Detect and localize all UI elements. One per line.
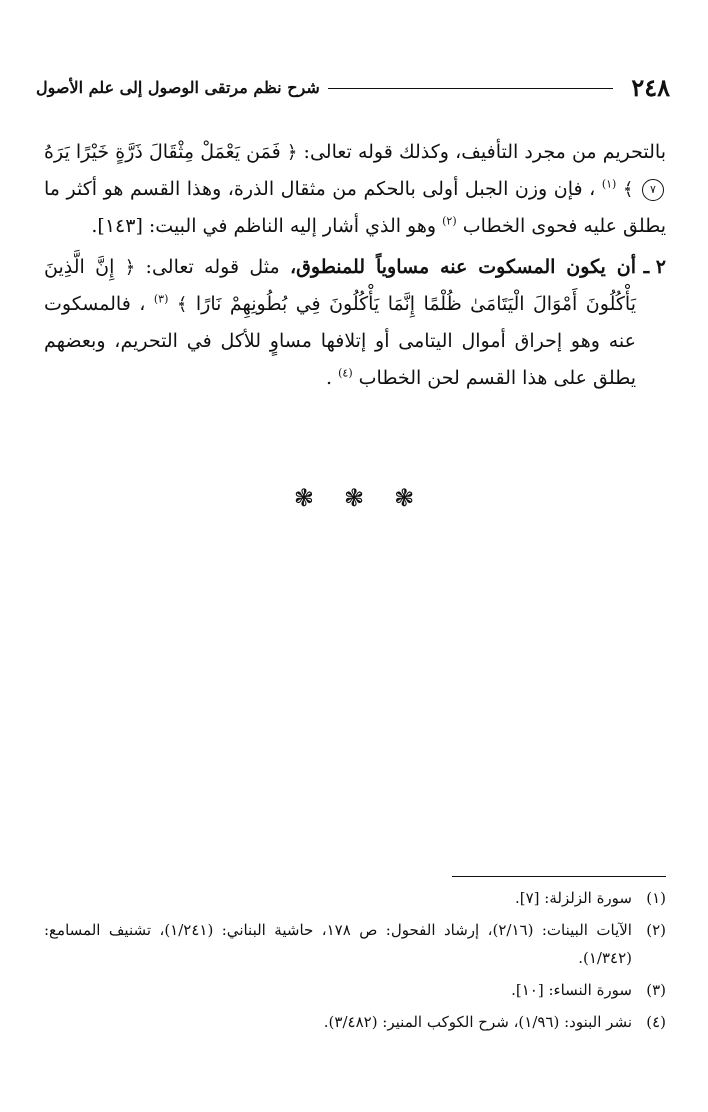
quran-brace-open-2: ﴿	[124, 257, 136, 278]
footnote-text: سورة الزلزلة: [٧].	[514, 889, 632, 907]
footnote-text: الآيات البينات: (٢/١٦)، إرشاد الفحول: ص ١٧٨، حاشية البناني: (١/٢٤١)، تشنيف المسامع: (١/٣٤٢).	[44, 921, 632, 967]
footnote-4	[44, 1008, 666, 1036]
list-item-intro: مثل قوله تعالى:	[135, 256, 280, 278]
quran-brace-open: ﴿	[286, 142, 298, 163]
footnote-2	[44, 916, 666, 972]
paragraph-1-intro: بالتحريم من مجرد التأفيف، وكذلك قوله تعالى:	[297, 141, 667, 163]
paragraph-1	[44, 134, 666, 245]
list-item-end: .	[326, 367, 333, 389]
list-item-2	[44, 249, 666, 397]
page-number: ٢٤٨	[631, 72, 670, 102]
list-item-body: ، فالمسكوت عنه وهو إحراق أموال اليتامى أو إتلافها مساوٍ للأكل في التحريم، وبعضهم يطلق على هذا القسم لحن الخطاب	[44, 293, 636, 389]
footnote-text: نشر البنود: (١/٩٦)، شرح الكوكب المنير: (٣/٤٨٢).	[323, 1013, 632, 1031]
section-divider	[0, 484, 708, 512]
verse-number-mark: ٧	[642, 179, 664, 201]
flower-ornament-icon: ❃	[394, 484, 415, 512]
footnote-number: (٢)	[646, 921, 666, 939]
footnote-ref-4[interactable]: (٤)	[338, 366, 353, 380]
footnote-3	[44, 976, 666, 1004]
quran-brace-close-2: ﴾	[176, 294, 188, 315]
footnote-1	[44, 884, 666, 912]
paragraph-1-text-end: وهو الذي أشار إليه الناظم في البيت: [١٤٣].	[91, 215, 437, 237]
footnote-text: سورة النساء: [١٠].	[511, 981, 632, 999]
footnote-ref-2[interactable]: (٢)	[442, 214, 457, 228]
flower-ornament-icon: ❃	[343, 484, 365, 512]
list-item-heading: أن يكون المسكوت عنه مساوياً للمنطوق،	[290, 256, 636, 278]
running-title: شرح نظم مرتقى الوصول إلى علم الأصول	[36, 77, 320, 97]
footnote-ref-3[interactable]: (٣)	[153, 292, 169, 306]
list-item-text	[44, 249, 636, 397]
quran-verse-2: إِنَّ الَّذِينَ يَأْكُلُونَ أَمْوَالَ الْيَتَامَىٰ ظُلْمًا إِنَّمَا يَأْكُلُونَ فِي بُطُونِهِمْ نَارًا	[44, 256, 636, 315]
footnote-number: (٣)	[646, 981, 666, 999]
footnote-separator	[452, 876, 666, 877]
footnote-number: (١)	[646, 889, 666, 907]
footnote-ref-1[interactable]: (١)	[601, 177, 617, 191]
page-header	[36, 70, 670, 104]
paragraph-1-text: ، فإن وزن الجبل أولى بالحكم من مثقال الذرة، وهذا القسم هو أكثر ما يطلق عليه فحوى الخطاب	[44, 178, 666, 237]
quran-verse-1: فَمَن يَعْمَلْ مِثْقَالَ ذَرَّةٍ خَيْرًا يَرَهُ	[44, 141, 281, 163]
list-item-number: ٢ ـ	[643, 256, 666, 278]
main-text	[44, 134, 666, 397]
header-rule	[328, 70, 614, 89]
footnotes	[44, 884, 666, 1040]
quran-brace-close: ﴾	[622, 179, 634, 200]
footnote-number: (٤)	[646, 1013, 666, 1031]
flower-ornament-icon: ❃	[293, 484, 314, 512]
